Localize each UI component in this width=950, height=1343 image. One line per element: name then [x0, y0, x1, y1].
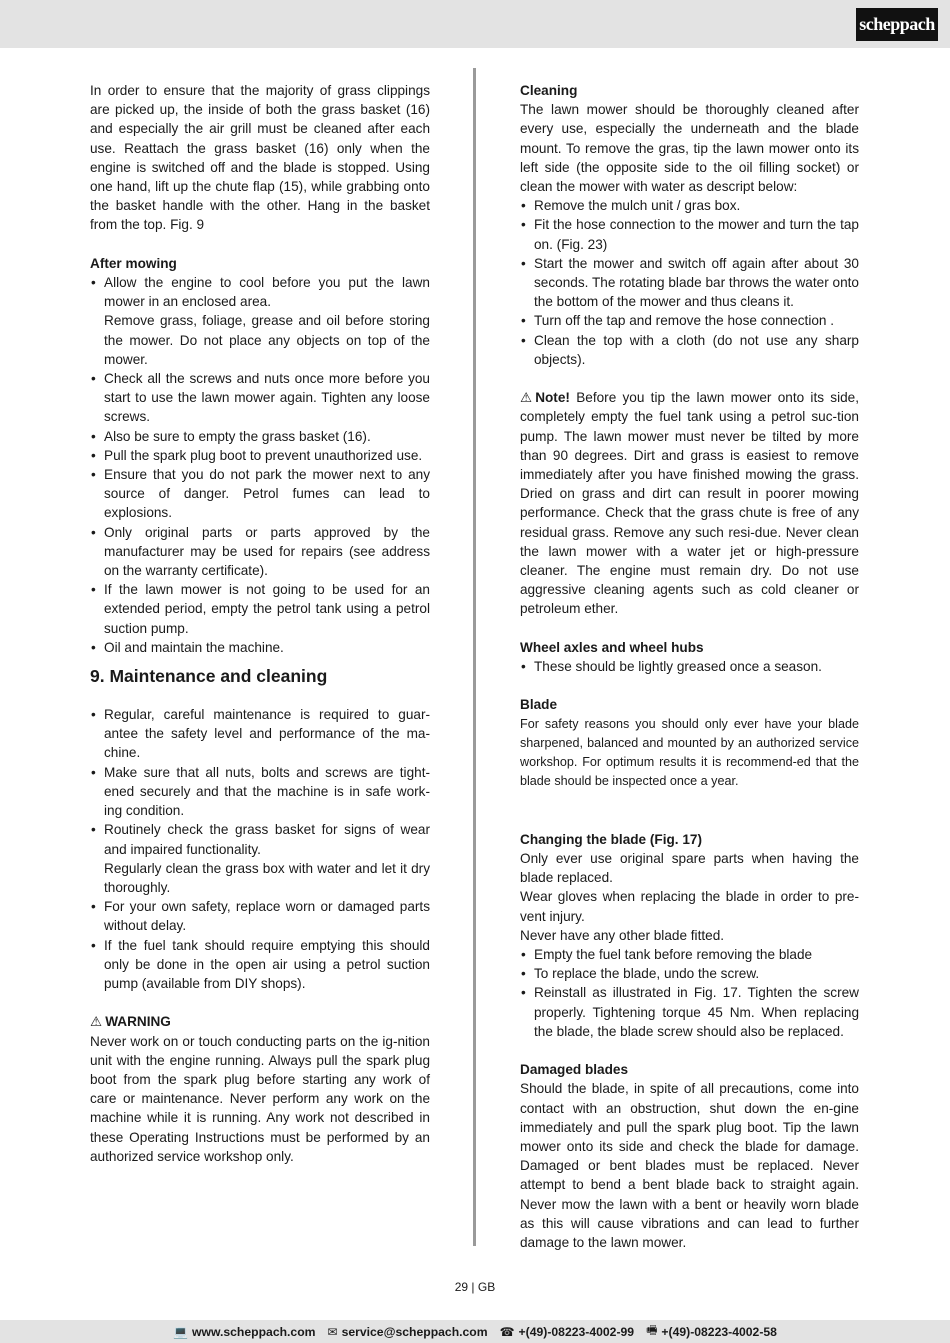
warning-heading: ⚠ WARNING — [90, 1012, 430, 1031]
list-item: • Empty the fuel tank before removing the blade — [520, 945, 859, 964]
changing-text: Never have any other blade fitted. — [520, 927, 725, 943]
cleaning-heading: Cleaning — [520, 83, 578, 98]
footer-web[interactable]: 💻 www.scheppach.com — [173, 1324, 316, 1339]
brand-logo — [856, 8, 938, 41]
intro-paragraph: In order to ensure that the majority of grass clippings are picked up, the inside of both the grass basket (16) and especially the air grill must be cleaned after each use. Reattach the grass basket (16) only when the engine is switched off and the blade is stopped. Using one hand, lift up the chute flap (15), while grabbing onto the basket handle with the other. Hang in the basket from the top. Fig. 9 — [90, 83, 430, 233]
cleaning-list — [520, 196, 859, 369]
logo-text: scheppach — [859, 14, 935, 34]
footer-phone: ☎ +(49)-08223-4002-99 — [499, 1324, 635, 1339]
right-column — [520, 81, 859, 1252]
list-item: • Remove the mulch unit / gras box. — [520, 196, 859, 215]
list-item: • If the fuel tank should require emptying this should only be done in the open air using a petrol suction pump (available from DIY shops). — [90, 936, 430, 994]
list-item: • Routinely check the grass basket for signs of wear and impaired functionality. Regularly clean the grass box with water and let it dry thoroughly. — [90, 820, 430, 897]
list-item: • Pull the spark plug boot to prevent unauthorized use. — [90, 446, 430, 465]
left-column — [90, 81, 430, 1166]
changing-blade-heading: Changing the blade (Fig. 17) — [520, 831, 703, 847]
email-icon: ✉ — [327, 1324, 338, 1339]
cleaning-text: The lawn mower should be thoroughly cleaned after every use, especially the underneath and the blade mount. To remove the gras, tip the lawn mower onto its left side (the opposite side to the oil filling socket) or clean the mower with water as descript below: — [520, 102, 859, 195]
list-item-continuation: Remove grass, foliage, grease and oil before storing the mower. Do not place any objects on top of the mower. — [104, 313, 430, 367]
blade-heading: Blade — [520, 697, 558, 713]
list-item: • Reinstall as illustrated in Fig. 17. Tighten the screw properly. Tightening torque 45 Nm. When replacing the blade, the blade screw should also be replaced. — [520, 983, 859, 1041]
section-title: 9. Maintenance and cleaning — [90, 666, 328, 687]
header-band — [0, 0, 950, 48]
wheel-list — [520, 657, 859, 676]
list-item: • If the lawn mower is not going to be used for an extended period, empty the petrol tank using a petrol suction pump. — [90, 580, 430, 638]
list-item: • For your own safety, replace worn or damaged parts without delay. — [90, 897, 430, 935]
page-number: 29 | GB — [454, 1280, 496, 1294]
warning-icon: ⚠ — [90, 1014, 103, 1030]
changing-text: Only ever use original spare parts when having the blade replaced. — [520, 851, 859, 886]
wheel-heading: Wheel axles and wheel hubs — [520, 639, 704, 655]
list-item: • Fit the hose connection to the mower and turn the tap on. (Fig. 23) — [520, 215, 859, 253]
after-mowing-heading: After mowing — [90, 255, 177, 271]
damaged-blades-heading: Damaged blades — [520, 1062, 629, 1078]
list-item: • Check all the screws and nuts once more before you start to use the lawn mower again. Tighten any loose screws. — [90, 369, 430, 427]
list-item: • Only original parts or parts approved by the manufacturer may be used for repairs (see address on the warranty certificate). — [90, 523, 430, 581]
list-item: • Make sure that all nuts, bolts and screws are tight-ened securely and that the machine is in safe work-ing condition. — [90, 763, 430, 821]
changing-list — [520, 945, 859, 1041]
list-item: • Also be sure to empty the grass basket (16). — [90, 427, 430, 446]
list-item: • Ensure that you do not park the mower next to any source of danger. Petrol fumes can lead to explosions. — [90, 465, 430, 523]
list-item: • Turn off the tap and remove the hose connection . — [520, 311, 859, 330]
list-item: • Start the mower and switch off again after about 30 seconds. The rotating blade bar throws the water onto the bottom of the mower and thus cleans it. — [520, 254, 859, 312]
list-item: • Clean the top with a cloth (do not use any sharp objects). — [520, 331, 859, 369]
footer-email[interactable]: ✉ service@scheppach.com — [327, 1324, 488, 1339]
note-text: Before you tip the lawn mower onto its side, completely empty the fuel tank using a petrol suc-tion pump. The lawn mower must never be tilted by more than 90 degrees. Dirt and grass is easiest to remove immediately after you have finished mowing the grass. Dried on grass and dirt can result in poorer mowing performance. Check that the grass chute is free of any residual grass. Remove any such resi-due. Never clean the lawn mower with a water jet or high-pressure cleaner. The engine must remain dry. Do not use aggressive cleaning agents such as cold cleaner or petroleum ether. — [520, 390, 859, 617]
list-item: • To replace the blade, undo the screw. — [520, 964, 859, 983]
footer-fax: 🖷 +(49)-08223-4002-58 — [646, 1321, 777, 1342]
warning-text: Never work on or touch conducting parts on the ig-nition unit with the engine running. Always pull the spark plug boot from the spark plug before starting any work of care or maintenance. Never perform any work on the machine while it is running. Any work not described in these Operating Instructions must be performed by an authorized service workshop only. — [90, 1033, 430, 1164]
blade-text: For safety reasons you should only ever have your blade sharpened, balanced and mounted by an authorized service workshop. For optimum results it is recommend-ed that the blade should be inspected once a year. — [520, 716, 859, 789]
list-item: • Regular, careful maintenance is required to guar-antee the safety level and performance of the ma-chine. — [90, 705, 430, 763]
changing-text: Wear gloves when replacing the blade in order to pre-vent injury. — [520, 889, 859, 924]
list-item-continuation: Regularly clean the grass box with water and let it dry thoroughly. — [104, 860, 430, 895]
computer-icon: 💻 — [173, 1324, 188, 1339]
column-divider — [473, 68, 476, 1246]
footer-bar — [0, 1320, 950, 1343]
fax-icon: 🖷 — [646, 1323, 658, 1337]
list-item: • These should be lightly greased once a season. — [520, 657, 859, 676]
damaged-blades-text: Should the blade, in spite of all precautions, come into contact with an obstruction, shut down the en-gine immediately and pull the spark plug boot. Tip the lawn mower onto its side and check the blade for damage. Damaged or bent blades must be replaced. Never attempt to bend a bent blade back to straight again. Never mow the lawn with a bent or heavily worn blade as this will cause vibrations and can lead to further damage to the lawn mower. — [520, 1081, 859, 1251]
after-mowing-list — [90, 273, 430, 657]
phone-icon: ☎ — [499, 1324, 515, 1339]
list-item: • Oil and maintain the machine. — [90, 638, 430, 657]
maintenance-list — [90, 705, 430, 993]
list-item: • Allow the engine to cool before you put the lawn mower in an enclosed area. Remove grass, foliage, grease and oil before storing the mower. Do not place any objects on top of the mower. — [90, 273, 430, 369]
note-paragraph — [520, 388, 859, 618]
note-label: Note! — [535, 390, 570, 406]
warning-icon: ⚠ — [520, 390, 533, 406]
